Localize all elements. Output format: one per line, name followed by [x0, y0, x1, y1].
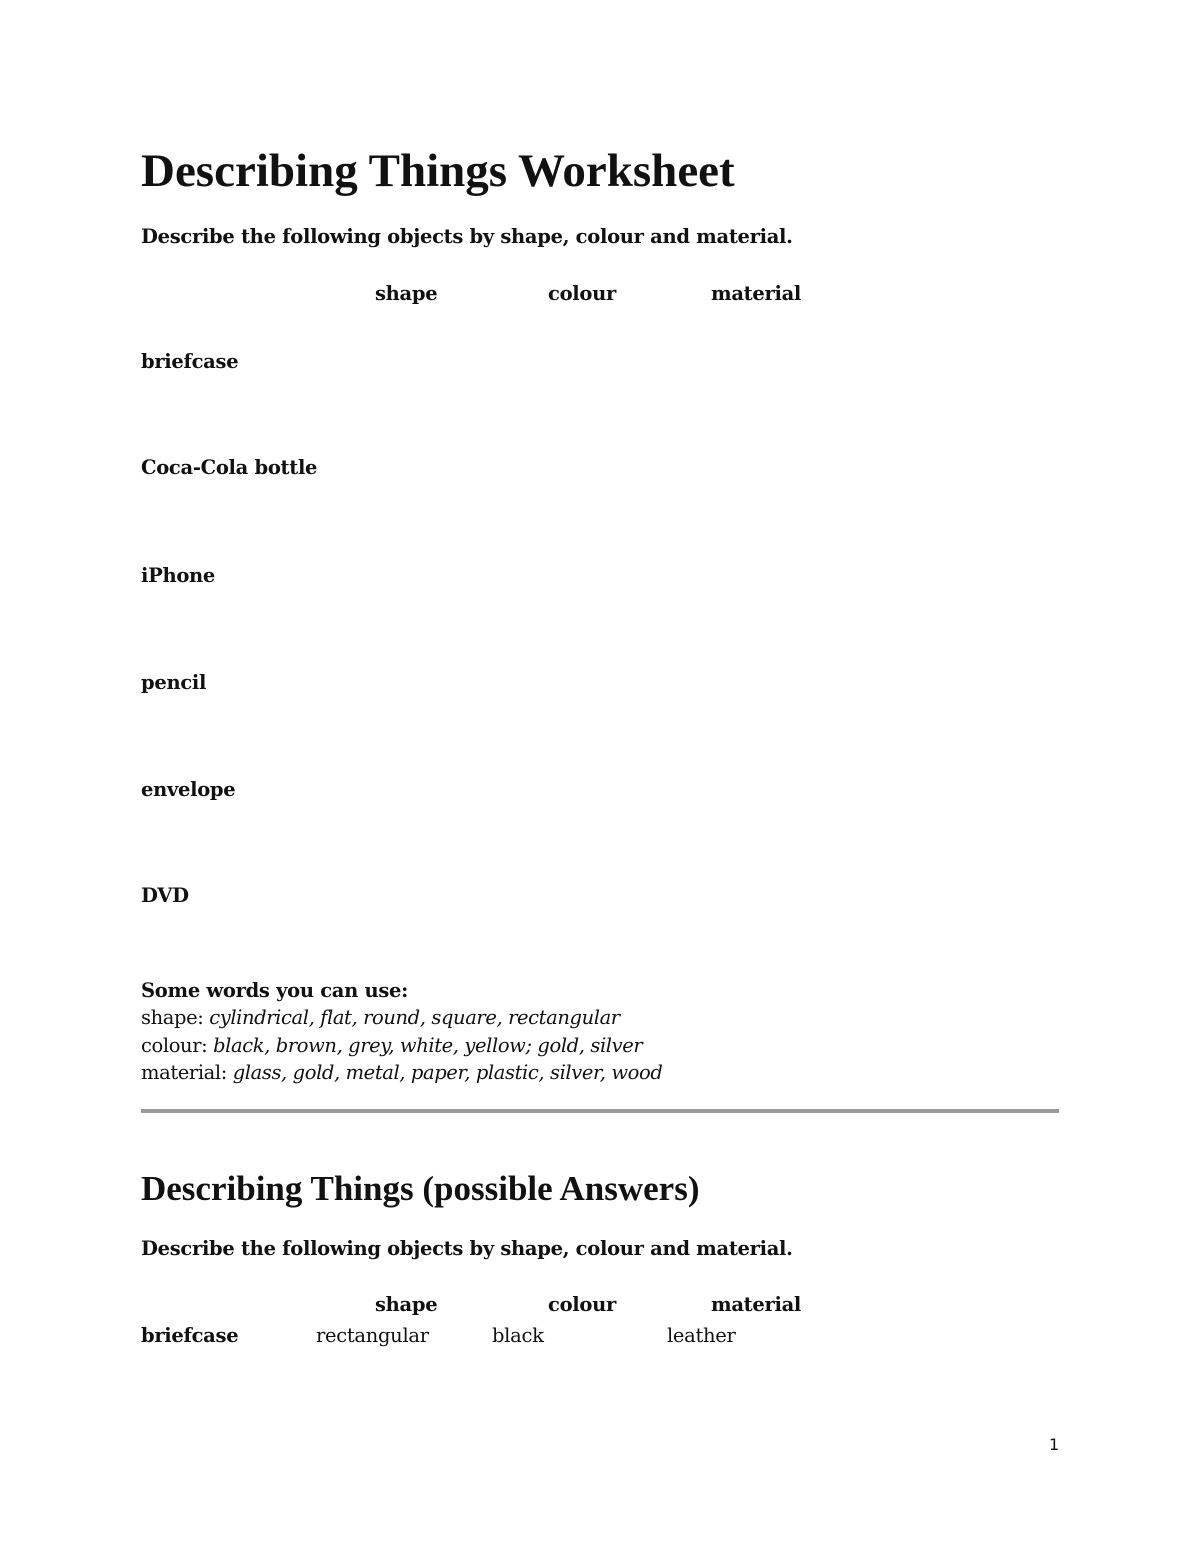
word-bank-line-shape: [141, 1008, 620, 1028]
column-header-colour: colour: [548, 282, 616, 305]
item-briefcase: briefcase: [141, 350, 239, 373]
worksheet-title: Describing Things Worksheet: [141, 145, 735, 197]
section-divider: [141, 1109, 1059, 1113]
answers-column-header-colour: colour: [548, 1293, 616, 1316]
item-pencil: pencil: [141, 671, 207, 694]
answer-row-shape: rectangular: [316, 1324, 429, 1347]
page-number: 1: [1049, 1435, 1060, 1454]
word-bank-line-colour: [141, 1036, 642, 1056]
column-header-shape: shape: [375, 282, 438, 305]
worksheet-instruction: Describe the following objects by shape, colour and material.: [141, 225, 793, 248]
word-bank-heading: Some words you can use:: [141, 979, 409, 1002]
answer-row-item: briefcase: [141, 1324, 239, 1347]
word-bank-words: cylindrical, flat, round, square, rectangular: [209, 1006, 620, 1029]
word-bank-label: colour:: [141, 1034, 214, 1057]
answer-row-material: leather: [667, 1324, 736, 1347]
word-bank-label: material:: [141, 1061, 233, 1084]
column-header-material: material: [711, 282, 802, 305]
answers-column-header-shape: shape: [375, 1293, 438, 1316]
answers-title: Describing Things (possible Answers): [141, 1169, 700, 1208]
word-bank-line-material: [141, 1063, 662, 1083]
item-dvd: DVD: [141, 884, 189, 907]
answer-row-colour: black: [492, 1324, 544, 1347]
word-bank-words: black, brown, grey, white, yellow; gold, silver: [213, 1034, 643, 1057]
answers-column-header-material: material: [711, 1293, 802, 1316]
word-bank-words: glass, gold, metal, paper, plastic, silver, wood: [232, 1061, 663, 1084]
item-coca-cola-bottle: Coca-Cola bottle: [141, 456, 318, 479]
answers-instruction: Describe the following objects by shape, colour and material.: [141, 1237, 793, 1260]
item-iphone: iPhone: [141, 564, 216, 587]
word-bank-label: shape:: [141, 1006, 210, 1029]
item-envelope: envelope: [141, 778, 236, 801]
